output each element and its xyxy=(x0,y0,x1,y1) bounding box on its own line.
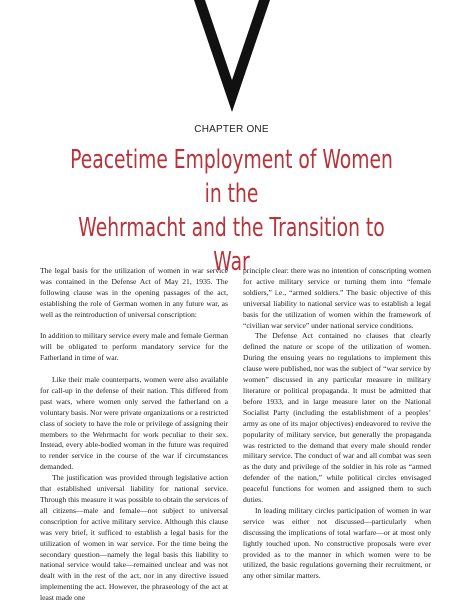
body-paragraph: In leading military circles participation of women in war service was either not discussed—particularly when discussing the implications of total warfare—or at most only lightly touched upon. No constructive proposals were ever provided as to the manner in which women were to be utilized, the basic regulations governing their recruitment, or any other similar matters. xyxy=(243,505,431,581)
body-paragraph: The legal basis for the utilization of women in war service was contained in the Defense Act of May 21, 1935. The following clause was in the opening passages of the act, establishing the role of German women in any future war, as well as the reintroduction of universal conscription: xyxy=(40,266,228,319)
left-text-column xyxy=(40,266,228,604)
quoted-clause: In addition to military service every male and female German will be obligated to perform mandatory service for the Fatherland in time of war. xyxy=(40,331,228,363)
body-paragraph: principle clear: there was no intention of conscripting women for active military service or turning them into “female soldiers,” i.e., “armed soldiers.” The basic objective of this universal liability to national service was to establish a legal basis for the utilization of women within the framework of “civilian war service” under national service conditions. xyxy=(243,266,431,330)
body-paragraph: The Defense Act contained no clauses that clearly defined the nature or scope of the utilization of women. During the ensuing years no regulations to implement this clause were published, nor was the subject of “war service by women” discussed in any particular measure in military literature or political propaganda. It must be admitted that before 1933, and in large measure later on the National Socialist Party (including the establishment of a peoples’ army as one of its major objectives) endeavored to revive the popularity of military service, but generally the propaganda was restricted to the demand that every male should render military service. The conduct of war and all combat was seen as the duty and privilege of the soldier in his role as “armed defender of the nation,” while political circles envisaged peaceful functions for women and assigned them to such duties. xyxy=(243,331,431,505)
body-paragraph: The justification was provided through legislative action that established universal liability for national service. Through this measure it was possible to obtain the services of all citizens—male and female—not subject to universal conscription for active military service. Although this clause was very brief, it sufficed to establish a legal basis for the utilization of women in war service. For the time being the secondary question—namely the legal basis this liability to national service would take—remained unclear and was not dealt with in the rest of the act, nor in any directive issued implementing the act. However, the phraseology of the act at least made one xyxy=(40,473,228,603)
chapter-number-label: CHAPTER ONE xyxy=(194,124,269,135)
chevron-v-icon xyxy=(194,0,270,112)
right-text-column xyxy=(243,266,431,582)
chapter-title-line-1: Peacetime Employment of Women in the xyxy=(70,145,393,209)
chapter-title xyxy=(65,143,398,279)
chapter-title-line-2: Wehrmacht and the Transition to War xyxy=(78,213,385,277)
body-paragraph: Like their male counterparts, women were also available for call-up in the defense of their nation. This differed from past wars, where women only served the fatherland on a voluntary basis. Nor were private organizations or a restricted class of society to have the role or privilege of assigning their members to the Wehrmacht for work peculiar to their sex. Instead, every able-bodied woman in the future was required to render service in the course of the war if circumstances demanded. xyxy=(40,375,228,472)
